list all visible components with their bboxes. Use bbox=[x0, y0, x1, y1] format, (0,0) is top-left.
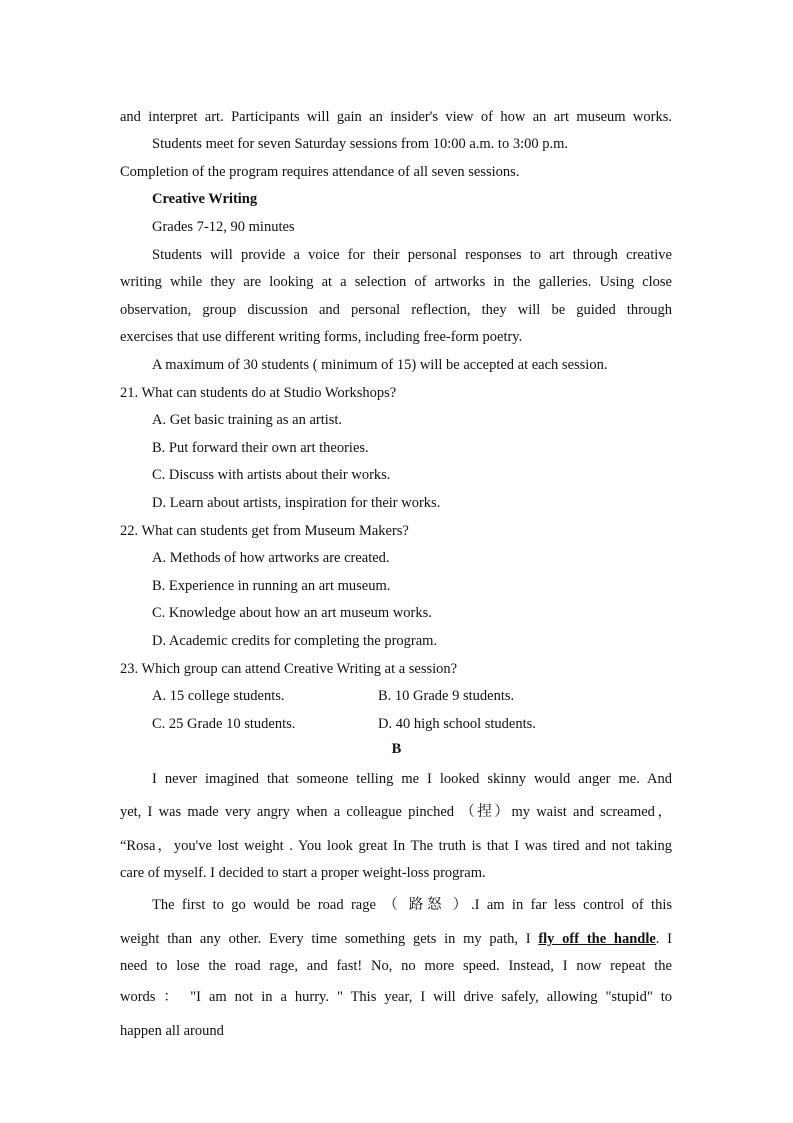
paragraph-line: The first to go would be road rage （ 路怒 ）.I am in far less control of this bbox=[152, 897, 672, 913]
highlighted-phrase: fly off the handle bbox=[538, 931, 656, 947]
question-stem: 23. Which group can attend Creative Writing at a session? bbox=[120, 661, 458, 677]
paragraph-line: writing while they are looking at a selection of artworks in the galleries. Using close bbox=[120, 274, 672, 290]
answer-option: C. Discuss with artists about their works. bbox=[152, 467, 391, 483]
paragraph-line: need to lose the road rage, and fast! No, no more speed. Instead, I now repeat the bbox=[120, 958, 672, 974]
answer-option: C. Knowledge about how an art museum works. bbox=[152, 605, 432, 621]
answer-option: B. Put forward their own art theories. bbox=[152, 440, 369, 456]
passage-line: Completion of the program requires attendance of all seven sessions. bbox=[120, 164, 520, 180]
answer-option: A. 15 college students. bbox=[152, 688, 285, 704]
grades-info: Grades 7-12, 90 minutes bbox=[152, 219, 295, 235]
paragraph-line: exercises that use different writing forms, including free-form poetry. bbox=[120, 329, 523, 345]
text-run: weight than any other. Every time something gets in my path, I bbox=[120, 931, 539, 947]
section-heading: Creative Writing bbox=[152, 191, 258, 207]
paragraph-line: observation, group discussion and personal reflection, they will be guided through bbox=[120, 302, 672, 318]
paragraph-line: I never imagined that someone telling me I looked skinny would anger me. And bbox=[152, 771, 672, 787]
answer-option: B. Experience in running an art museum. bbox=[152, 578, 391, 594]
question-stem: 21. What can students do at Studio Workshops? bbox=[120, 385, 397, 401]
answer-option: B. 10 Grade 9 students. bbox=[378, 688, 515, 704]
answer-option: A. Methods of how artworks are created. bbox=[152, 550, 390, 566]
question-stem: 22. What can students get from Museum Makers? bbox=[120, 523, 409, 539]
answer-option: D. Learn about artists, inspiration for their works. bbox=[152, 495, 441, 511]
section-label: B bbox=[391, 741, 402, 757]
paragraph-line: A maximum of 30 students ( minimum of 15) will be accepted at each session. bbox=[152, 357, 608, 373]
answer-option: D. Academic credits for completing the program. bbox=[152, 633, 438, 649]
paragraph-line bbox=[120, 930, 672, 948]
paragraph-line: “Rosa，you've lost weight . You look great In The truth is that I was tired and not taking bbox=[120, 838, 672, 854]
paragraph-line: Students will provide a voice for their personal responses to art through creative bbox=[152, 247, 672, 263]
answer-option: C. 25 Grade 10 students. bbox=[152, 716, 296, 732]
text-run: . I bbox=[655, 931, 672, 947]
passage-line: and interpret art. Participants will gain an insider's view of how an art museum works. bbox=[120, 109, 672, 125]
answer-option: A. Get basic training as an artist. bbox=[152, 412, 343, 428]
paragraph-line: happen all around bbox=[120, 1023, 224, 1039]
answer-option: D. 40 high school students. bbox=[378, 716, 536, 732]
paragraph-line: care of myself. I decided to start a proper weight-loss program. bbox=[120, 865, 486, 881]
paragraph-line: yet, I was made very angry when a colleague pinched （捏）my waist and screamed， bbox=[120, 804, 672, 820]
passage-line: Students meet for seven Saturday sessions from 10:00 a.m. to 3:00 p.m. bbox=[152, 136, 569, 152]
paragraph-line: words ： "I am not in a hurry. " This year, I will drive safely, allowing "stupid" to bbox=[120, 989, 672, 1005]
